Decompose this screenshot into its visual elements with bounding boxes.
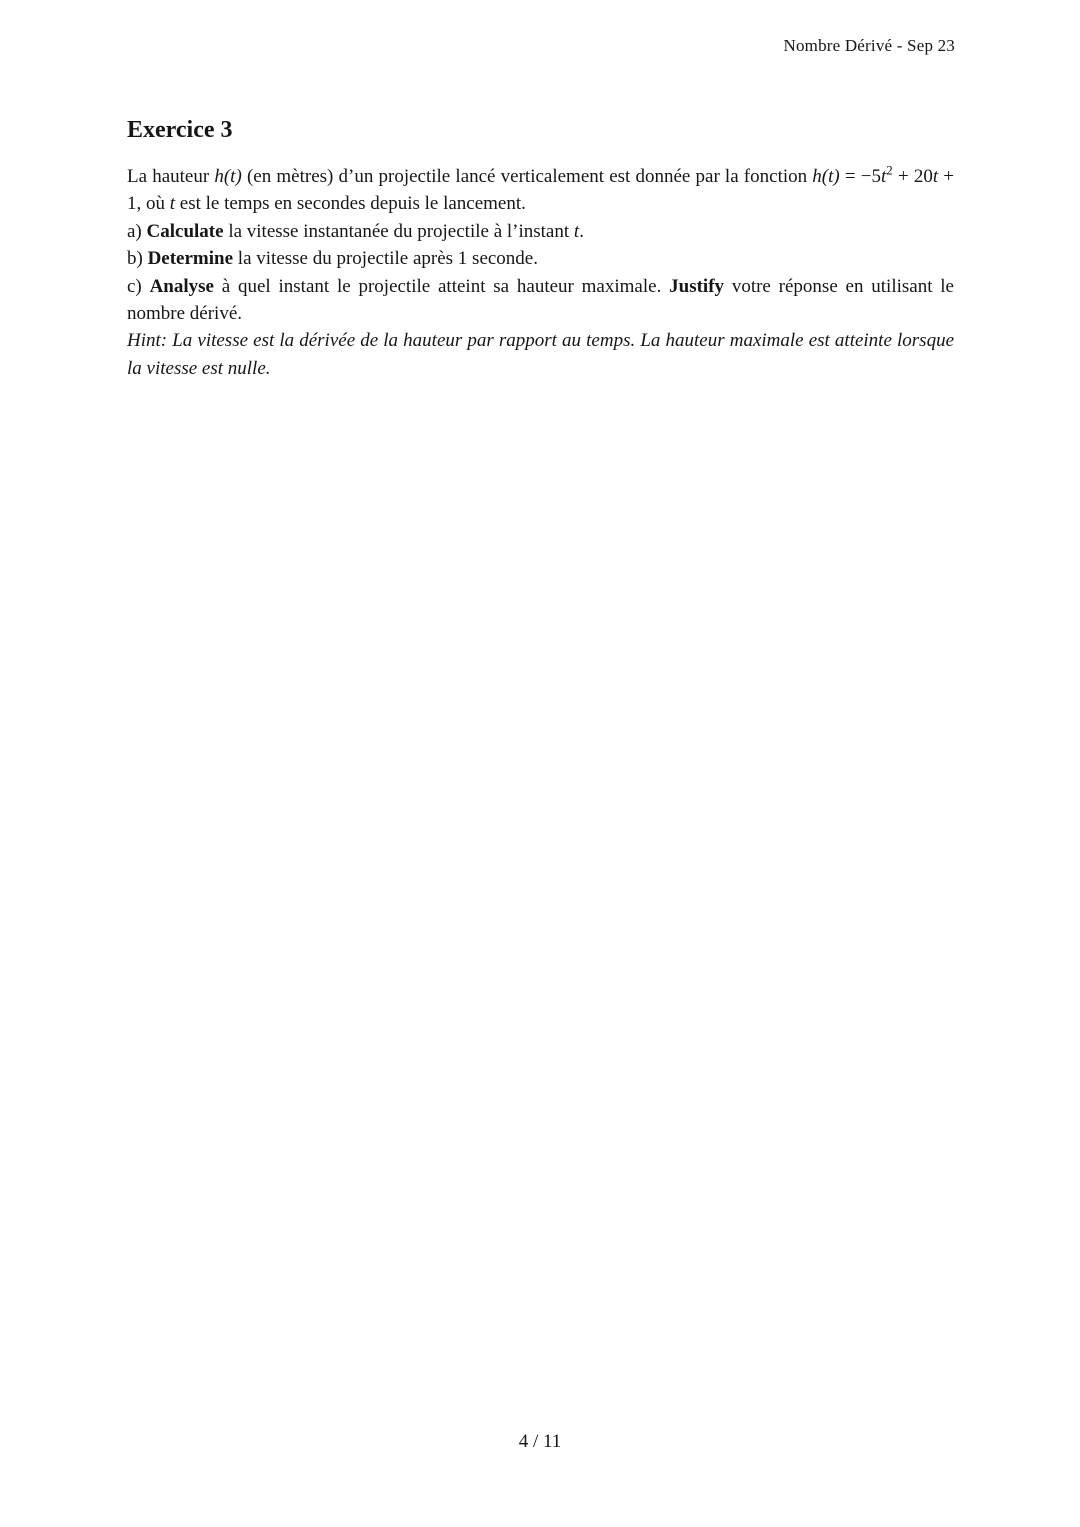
text-run: (en mètres) d’un projectile lancé verticalement est donnée par la fonction: [241, 166, 813, 187]
text-run: h(t): [812, 166, 840, 187]
text-run: La hauteur: [127, 166, 215, 187]
text-run: Calculate: [146, 220, 224, 242]
text-run: .: [579, 220, 584, 242]
text-run: à quel instant le projectile atteint sa hauteur maximale.: [213, 275, 670, 297]
page-number: 4 / 11: [518, 1431, 562, 1452]
text-run: t: [881, 166, 887, 187]
text-run: Determine: [147, 248, 234, 270]
text-run: c): [127, 275, 150, 297]
text-run: a): [127, 220, 147, 242]
question-c: [127, 273, 954, 328]
text-run: + 20: [892, 166, 933, 187]
text-run: la vitesse du projectile après 1 seconde.: [233, 248, 538, 270]
question-b: [127, 245, 954, 272]
hint-paragraph: [127, 327, 954, 382]
text-run: t: [573, 220, 580, 242]
text-run: la vitesse instantanée du projectile à l’instant: [223, 220, 574, 242]
intro-paragraph: [127, 163, 954, 218]
text-run: b): [127, 248, 148, 270]
text-run: t: [932, 166, 939, 187]
text-run: + 1, où: [127, 166, 954, 215]
text-run: = −5: [839, 166, 881, 187]
text-run: h(t): [214, 166, 242, 187]
text-run: Hint: La vitesse est la dérivée de la hauteur par rapport au temps. La hauteur maximale est atteinte lorsque la vitesse est nulle.: [127, 330, 954, 379]
text-run: votre réponse en utilisant le nombre dérivé.: [127, 275, 954, 325]
exercise-heading: Exercice 3: [127, 117, 233, 143]
text-run: 2: [886, 162, 893, 178]
text-run: t: [169, 193, 176, 215]
text-run: Justify: [669, 275, 725, 297]
text-run: est le temps en secondes depuis le lancement.: [175, 193, 526, 215]
running-header: Nombre Dérivé - Sep 23: [783, 36, 955, 55]
text-run: Analyse: [149, 275, 214, 297]
exercise-body: [127, 163, 954, 382]
question-a: [127, 218, 954, 245]
